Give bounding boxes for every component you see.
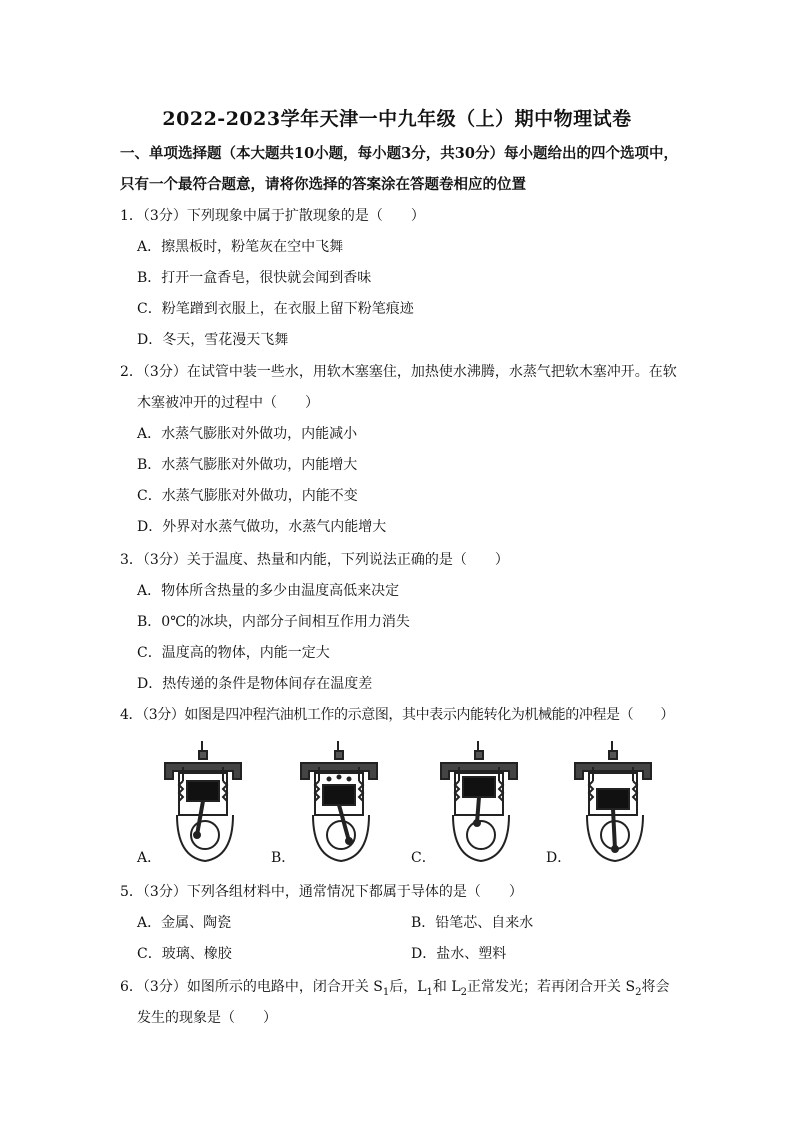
q6-sub-l1: 1 — [426, 986, 433, 998]
question-3-stem: 3．（3分）关于温度、热量和内能，下列说法正确的是（ ） — [120, 552, 509, 568]
question-2-option-a: A．水蒸气膨胀对外做功，内能减小 — [137, 426, 358, 442]
question-3-option-d: D．热传递的条件是物体间存在温度差 — [137, 676, 373, 692]
question-5-option-d: D．盐水、塑料 — [411, 946, 507, 962]
q6-text-c: 和 L — [432, 979, 461, 995]
page-title: 2022-2023学年天津一中九年级（上）期中物理试卷 — [162, 108, 632, 130]
question-3-option-a: A．物体所含热量的多少由温度高低来决定 — [137, 583, 400, 599]
q6-sub-s1: 1 — [382, 986, 390, 998]
section-instructions-line2: 只有一个最符合题意，请将你选择的答案涂在答题卷相应的位置 — [120, 176, 526, 193]
q6-text-d: 正常发光；若再闭合开关 S — [467, 979, 636, 995]
q6-sub-l2: 2 — [460, 986, 468, 998]
question-2-stem-line1: 2．（3分）在试管中装一些水，用软木塞塞住，加热使水沸腾，水蒸气把软木塞冲开。在软 — [120, 364, 677, 380]
engine-diagram-c-icon — [433, 737, 529, 867]
engine-label-a: A． — [137, 850, 162, 866]
question-1-option-b: B．打开一盒香皂，很快就会闻到香味 — [137, 270, 372, 286]
question-5-option-b: B．铅笔芯、自来水 — [411, 915, 534, 931]
q6-text-a: 6．（3分）如图所示的电路中，闭合开关 S — [120, 979, 383, 995]
question-1-option-c: C．粉笔蹭到衣服上，在衣服上留下粉笔痕迹 — [137, 301, 414, 317]
question-3-option-b: B．0℃的冰块，内部分子间相互作用力消失 — [137, 614, 410, 630]
section-instructions-line1: 一、单项选择题（本大题共10小题，每小题3分，共30分）每小题给出的四个选项中， — [120, 145, 678, 162]
question-2-option-b: B．水蒸气膨胀对外做功，内能增大 — [137, 457, 358, 473]
engine-diagram-b-icon — [293, 737, 389, 867]
q6-text-b: 后，L — [389, 979, 427, 995]
question-5-stem: 5．（3分）下列各组材料中，通常情况下都属于导体的是（ ） — [120, 884, 523, 900]
q6-sub-s2: 2 — [635, 986, 642, 998]
question-2-option-d: D．外界对水蒸气做功，水蒸气内能增大 — [137, 519, 387, 535]
question-5-option-a: A．金属、陶瓷 — [137, 915, 232, 931]
engine-label-c: C． — [411, 850, 436, 866]
engine-figures — [135, 737, 695, 872]
question-1-option-a: A．擦黑板时，粉笔灰在空中飞舞 — [137, 239, 344, 255]
question-6-stem-line2: 发生的现象是（ ） — [137, 1010, 277, 1026]
question-2-option-c: C．水蒸气膨胀对外做功，内能不变 — [137, 488, 358, 504]
q6-text-e: 将会 — [641, 979, 670, 995]
question-1-option-d: D．冬天，雪花漫天飞舞 — [137, 332, 289, 348]
engine-label-d: D． — [546, 850, 572, 866]
engine-label-b: B． — [271, 850, 296, 866]
question-1-stem: 1．（3分）下列现象中属于扩散现象的是（ ） — [120, 208, 425, 224]
question-2-stem-line2: 木塞被冲开的过程中（ ） — [137, 395, 319, 411]
question-3-option-c: C．温度高的物体，内能一定大 — [137, 645, 330, 661]
question-5-option-c: C．玻璃、橡胶 — [137, 946, 232, 962]
engine-diagram-d-icon — [567, 737, 663, 867]
question-4-stem: 4．（3分）如图是四冲程汽油机工作的示意图，其中表示内能转化为机械能的冲程是（ ） — [120, 707, 675, 723]
engine-diagram-a-icon — [157, 737, 253, 867]
